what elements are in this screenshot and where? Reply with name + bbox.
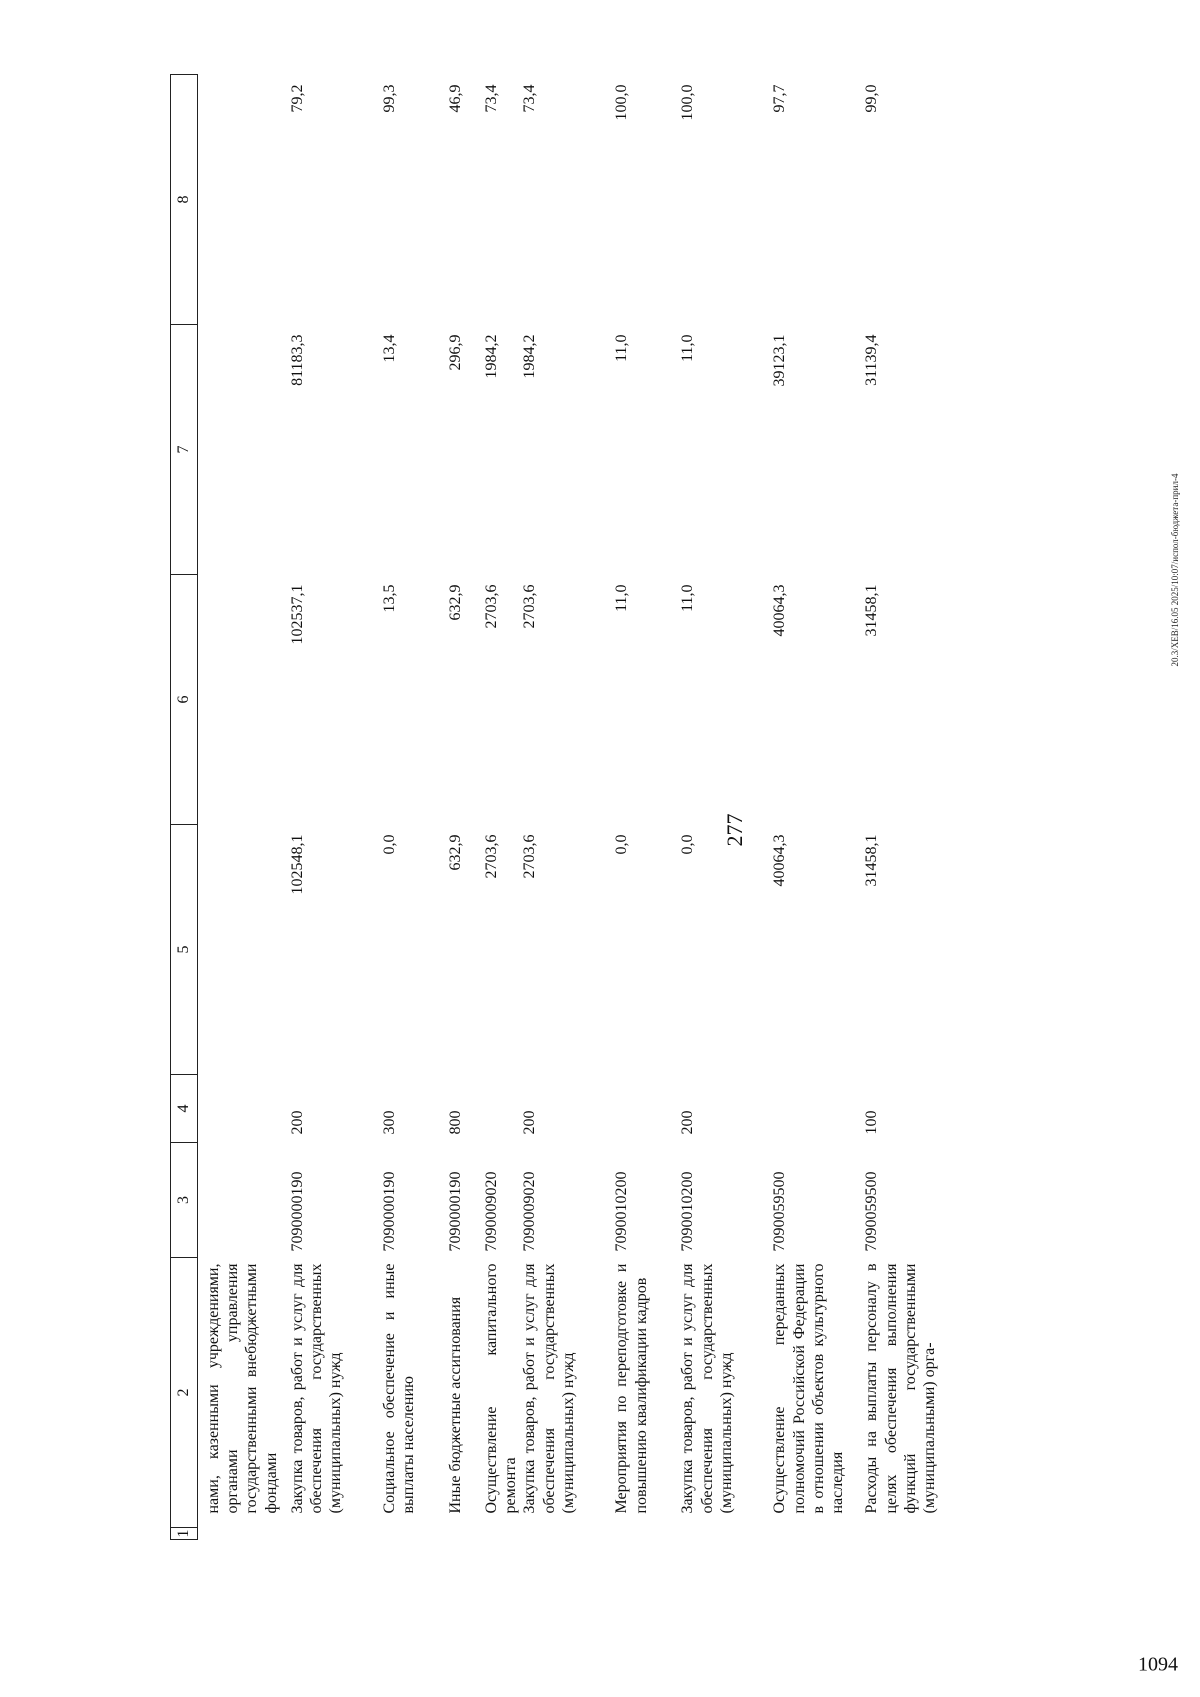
cell-type (482, 1075, 520, 1143)
cell-value-8: 73,4 (483, 84, 500, 113)
cell-value-8: 100,0 (679, 84, 697, 121)
header-col-2: 2 (171, 1258, 198, 1528)
header-col-7: 7 (171, 325, 198, 575)
cell-type: 100 (863, 1110, 881, 1135)
cell-value-7: 11,0 (613, 334, 631, 362)
header-col-3: 3 (171, 1143, 198, 1258)
cell-empty (612, 1528, 678, 1540)
header-col-5: 5 (171, 825, 198, 1075)
cell-name: Осуществление капитального ремонта (483, 1263, 520, 1514)
cell-value-5: 40064,3 (771, 834, 789, 887)
cell-code: 7090009020 (483, 1171, 500, 1252)
cell-code: 7090009020 (521, 1171, 539, 1252)
cell-name: Расходы на выплаты персоналу в целях обеспечения выполнения функций государственными (муниципальными) орга- (863, 1263, 938, 1514)
table-header-row (171, 75, 198, 1540)
cell-value-5: 0,0 (613, 834, 631, 855)
cell-empty (198, 1528, 289, 1540)
cell-empty (520, 1528, 612, 1540)
cell-type: 200 (289, 1110, 306, 1135)
table-row (198, 75, 289, 1540)
cell-value-5: 0,0 (679, 834, 697, 855)
cell-name: Закупка товаров, работ и услуг для обеспечения государственных (муниципальных) нужд (521, 1263, 577, 1514)
cell-value-8: 79,2 (289, 84, 306, 113)
cell-empty (862, 1528, 942, 1540)
cell-value-5: 2703,6 (483, 834, 500, 879)
cell-value-8: 97,7 (771, 84, 789, 113)
header-col-8: 8 (171, 75, 198, 325)
cell-type: 800 (447, 1110, 464, 1135)
cell-value-7: 296,9 (447, 334, 464, 371)
cell-code: 7090010200 (613, 1171, 631, 1252)
cell-value-6: 632,9 (447, 584, 464, 621)
cell-code: 7090059500 (771, 1171, 789, 1252)
cell-value-8: 99,0 (863, 84, 881, 113)
cell-value-8: 100,0 (613, 84, 631, 121)
budget-table (170, 74, 942, 1540)
cell-name: Осуществление переданных полномочий Российской Федерации в отношении объектов культурного наследия (771, 1263, 846, 1514)
header-col-6: 6 (171, 575, 198, 825)
table-row (678, 75, 770, 1540)
header-col-1: 1 (171, 1528, 198, 1540)
cell-value-6: 13,5 (381, 584, 398, 613)
page-number-bottom: 1094 (1138, 1653, 1178, 1676)
cell-type (612, 1075, 678, 1143)
cell-name: нами, казенными учреждениями, органами управления государственными внебюджетными фондами (205, 1263, 280, 1514)
table-row (482, 75, 520, 1540)
footer-path: 20.3/XEB/16.05 2025/10:07/испол-бюджета-прил-4 (1170, 473, 1180, 667)
cell-value-7: 31139,4 (863, 334, 881, 386)
cell-code: 7090000190 (381, 1171, 398, 1252)
cell-value-6: 40064,3 (771, 584, 789, 637)
table-row (862, 75, 942, 1540)
cell-value-7: 1984,2 (483, 334, 500, 379)
budget-table-rotated (170, 75, 980, 1540)
page-number-top: 277 (722, 813, 747, 847)
table-row (612, 75, 678, 1540)
cell-name: Мероприятия по переподготовке и повышению квалификации кадров (613, 1263, 650, 1514)
cell-value-7: 11,0 (679, 334, 697, 362)
table-row (770, 75, 862, 1540)
cell-empty (380, 1528, 446, 1540)
cell-value-6: 11,0 (679, 584, 697, 612)
cell-value-6: 102537,1 (289, 584, 306, 645)
cell-name: Социальное обеспечение и иные выплаты населению (381, 1263, 418, 1514)
cell-value-8: 99,3 (381, 84, 398, 113)
cell-value-6 (198, 575, 289, 825)
cell-type: 300 (381, 1110, 398, 1135)
cell-value-7: 39123,1 (771, 334, 789, 387)
cell-empty (446, 1528, 482, 1540)
cell-value-7: 1984,2 (521, 334, 539, 379)
cell-code: 7090059500 (863, 1171, 881, 1252)
cell-value-5: 2703,6 (521, 834, 539, 879)
cell-value-6: 11,0 (613, 584, 631, 612)
cell-empty (678, 1528, 770, 1540)
cell-code: 7090000190 (289, 1171, 306, 1252)
cell-value-6: 2703,6 (521, 584, 539, 629)
table-row (380, 75, 446, 1540)
cell-value-6: 31458,1 (863, 584, 881, 637)
cell-value-7 (198, 325, 289, 575)
cell-name: Закупка товаров, работ и услуг для обеспечения государственных (муниципальных) нужд (289, 1263, 345, 1514)
cell-empty (482, 1528, 520, 1540)
cell-value-5: 102548,1 (289, 834, 306, 895)
cell-value-7: 81183,3 (289, 334, 306, 386)
cell-empty (288, 1528, 380, 1540)
cell-empty (770, 1528, 862, 1540)
cell-value-5 (198, 825, 289, 1075)
cell-type (198, 1075, 289, 1143)
header-col-4: 4 (171, 1075, 198, 1143)
table-row (288, 75, 380, 1540)
cell-value-6: 2703,6 (483, 584, 500, 629)
cell-type: 200 (521, 1110, 539, 1135)
cell-code (198, 1143, 289, 1258)
cell-value-8: 46,9 (447, 84, 464, 113)
cell-code: 7090010200 (679, 1171, 697, 1252)
table-row (446, 75, 482, 1540)
table-row (520, 75, 612, 1540)
cell-value-7: 13,4 (381, 334, 398, 363)
cell-value-8: 73,4 (521, 84, 539, 113)
cell-type (770, 1075, 862, 1143)
cell-value-5: 632,9 (447, 834, 464, 871)
cell-value-5: 31458,1 (863, 834, 881, 887)
cell-value-8 (198, 75, 289, 325)
cell-code: 7090000190 (447, 1171, 464, 1252)
cell-type: 200 (679, 1110, 697, 1135)
cell-name: Закупка товаров, работ и услуг для обеспечения государственных (муниципальных) нужд (679, 1263, 735, 1514)
cell-value-5: 0,0 (381, 834, 398, 855)
cell-name: Иные бюджетные ассигнования (447, 1296, 464, 1514)
